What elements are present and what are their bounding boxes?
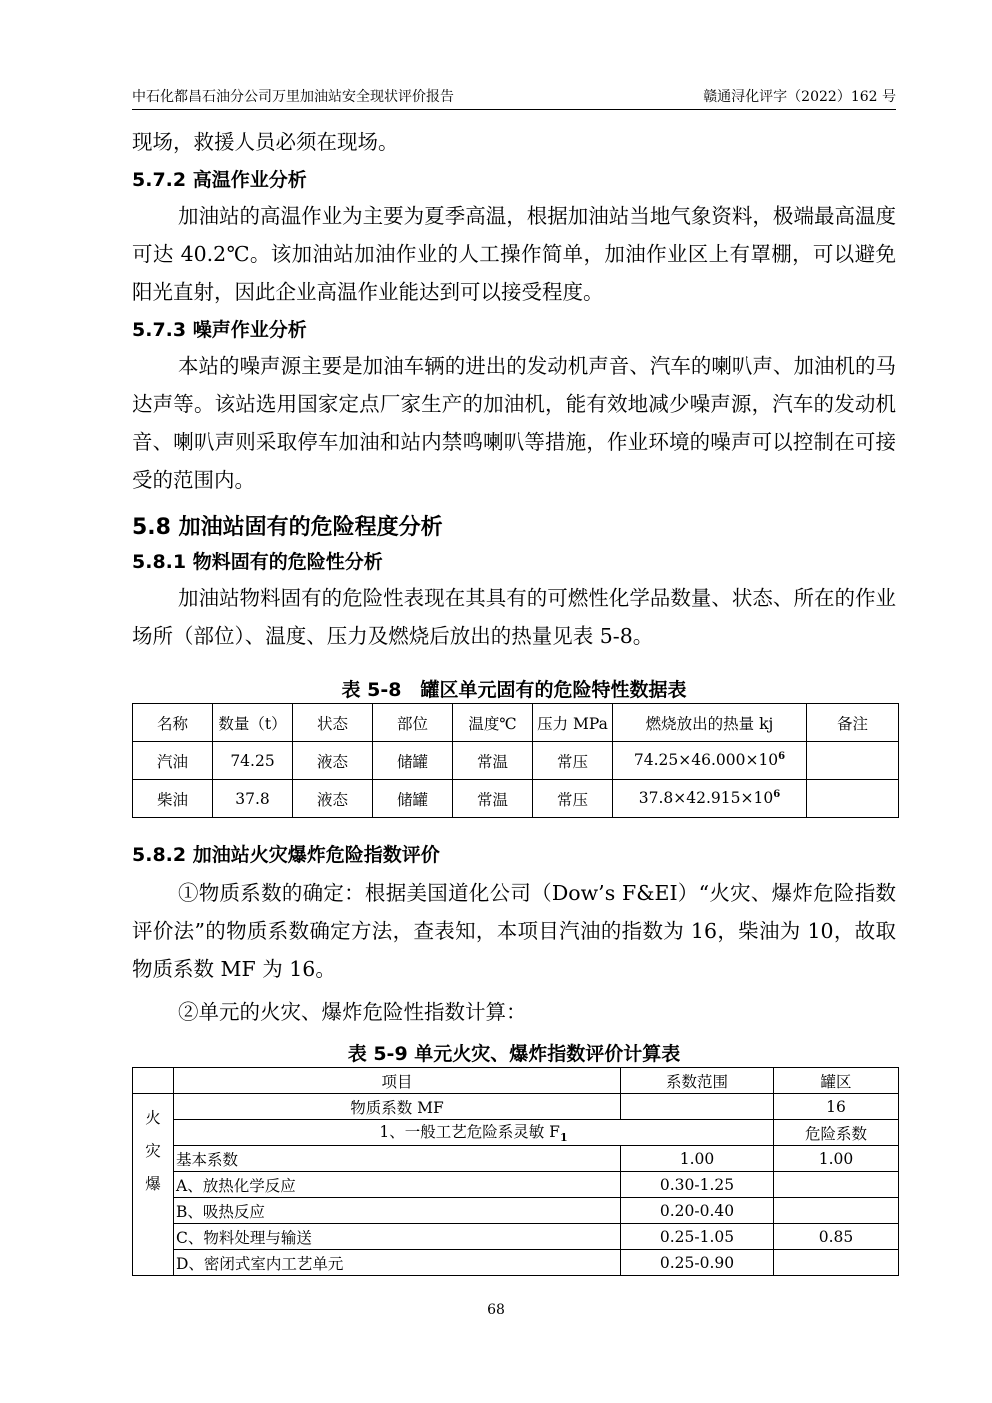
cell-qty: 37.8 (213, 780, 293, 818)
heat-value: 37.8×42.915×10 (638, 789, 774, 808)
col-header: 燃烧放出的热量 kj (613, 704, 807, 742)
table-header-row (133, 1068, 899, 1094)
side-char: 灾 (145, 1142, 161, 1160)
cell-item: 基本系数 (174, 1146, 621, 1172)
cell-item: D、密闭式室内工艺单元 (174, 1250, 621, 1276)
table-row (133, 1120, 899, 1146)
cell-range: 1.00 (621, 1146, 774, 1172)
col-header: 温度℃ (453, 704, 533, 742)
body-text-upper (132, 123, 896, 655)
heading-5-7-2: 5.7.2 高温作业分析 (132, 169, 307, 191)
cell-temperature: 常温 (453, 742, 533, 780)
cell-value (774, 1172, 899, 1198)
section-1-label: 1、一般工艺危险系灵敏 $F_1$ (174, 1120, 774, 1146)
table-row (133, 742, 899, 780)
table-row (133, 1198, 899, 1224)
col-header: 状态 (293, 704, 373, 742)
table-row (133, 1094, 899, 1120)
cell-location: 储罐 (373, 742, 453, 780)
section-1-right: 危险系数 (774, 1120, 899, 1146)
paragraph-5-7-3: 本站的噪声源主要是加油车辆的进出的发动机声音、汽车的喇叭声、加油机的马达声等。该站选用国家定点厂家生产的加油机，能有效地减少噪声源，汽车的发动机音、喇叭声则采取停车加油和站内禁鸣喇叭等措施，作业环境的噪声可以控制在可接受的范围内。 (132, 354, 896, 492)
heading-5-7-3: 5.7.3 噪声作业分析 (132, 319, 307, 341)
cell-range: 0.25-1.05 (621, 1224, 774, 1250)
cell-pressure: 常压 (533, 742, 613, 780)
body-text-lower (132, 840, 896, 1031)
cell-range: 0.30-1.25 (621, 1172, 774, 1198)
mf-range (621, 1094, 774, 1120)
section-1-subscript: 1 (559, 1131, 568, 1145)
paragraph-intro: 现场，救援人员必须在现场。 (132, 130, 399, 154)
table-row (133, 1250, 899, 1276)
col-header: 数量（t） (213, 704, 293, 742)
heat-exponent: 6 (773, 789, 781, 801)
table-row (133, 1172, 899, 1198)
side-char: 爆 (145, 1175, 161, 1193)
header-report-number: 赣通浔化评字（2022）162 号 (703, 89, 896, 105)
cell-value (774, 1198, 899, 1224)
cell-value: 1.00 (774, 1146, 899, 1172)
col-header-item: 项目 (174, 1068, 621, 1094)
cell-qty: 74.25 (213, 742, 293, 780)
cell-temperature: 常温 (453, 780, 533, 818)
cell-name: 汽油 (133, 742, 213, 780)
cell-note (807, 742, 899, 780)
paragraph-5-8-2-a: ①物质系数的确定：根据美国道化公司（Dow’s F&EI）“火灾、爆炸危险指数评价法”的物质系数确定方法，查表知，本项目汽油的指数为 16，柴油为 10，故取物质系数 MF 为 16。 (132, 881, 896, 981)
table-row (133, 780, 899, 818)
table-5-9-caption: 表 5-9 单元火灾、爆炸指数评价计算表 (347, 1043, 681, 1065)
cell-note (807, 780, 899, 818)
heat-exponent: 6 (778, 751, 786, 763)
cell-value (774, 1250, 899, 1276)
col-header-tank: 罐区 (774, 1068, 899, 1094)
side-char: 火 (145, 1109, 161, 1127)
heading-5-8-1: 5.8.1 物料固有的危险性分析 (132, 551, 383, 573)
col-header: 部位 (373, 704, 453, 742)
table-5-8 (132, 703, 899, 818)
paragraph-5-8-1: 加油站物料固有的危险性表现在其具有的可燃性化学品数量、状态、所在的作业场所（部位）、温度、压力及燃烧后放出的热量见表 5-8。 (132, 586, 896, 648)
mf-label: 物质系数 MF (174, 1094, 621, 1120)
table-header-row (133, 704, 899, 742)
corner-cell (133, 1068, 174, 1094)
heading-5-8: 5.8 加油站固有的危险程度分析 (132, 515, 443, 540)
cell-value: 0.85 (774, 1224, 899, 1250)
cell-state: 液态 (293, 780, 373, 818)
mf-value: 16 (774, 1094, 899, 1120)
heading-5-8-2: 5.8.2 加油站火灾爆炸危险指数评价 (132, 844, 440, 866)
col-header: 压力 MPa (533, 704, 613, 742)
cell-heat (613, 780, 807, 818)
col-header: 备注 (807, 704, 899, 742)
page-number: 68 (487, 1302, 505, 1318)
col-header: 名称 (133, 704, 213, 742)
col-header-range: 系数范围 (621, 1068, 774, 1094)
cell-item: C、物料处理与输送 (174, 1224, 621, 1250)
cell-item: A、放热化学反应 (174, 1172, 621, 1198)
cell-heat (613, 742, 807, 780)
cell-location: 储罐 (373, 780, 453, 818)
table-5-9 (132, 1067, 899, 1276)
side-label (133, 1094, 174, 1276)
cell-pressure: 常压 (533, 780, 613, 818)
cell-name: 柴油 (133, 780, 213, 818)
cell-item: B、吸热反应 (174, 1198, 621, 1224)
cell-range: 0.20-0.40 (621, 1198, 774, 1224)
paragraph-5-8-2-b: ②单元的火灾、爆炸危险性指数计算： (178, 1000, 527, 1024)
paragraph-5-7-2: 加油站的高温作业为主要为夏季高温，根据加油站当地气象资料，极端最高温度可达 40.2℃。该加油站加油作业的人工操作简单，加油作业区上有罩棚，可以避免阳光直射，因此企业高温作业能达到可以接受程度。 (132, 204, 896, 304)
header-rule (132, 109, 896, 110)
table-5-8-caption: 表 5-8 罐区单元固有的危险特性数据表 (341, 679, 687, 701)
cell-state: 液态 (293, 742, 373, 780)
table-row (133, 1224, 899, 1250)
header-title: 中石化都昌石油分公司万里加油站安全现状评价报告 (132, 89, 454, 105)
table-row (133, 1146, 899, 1172)
cell-range: 0.25-0.90 (621, 1250, 774, 1276)
heat-value: 74.25×46.000×10 (633, 751, 779, 770)
